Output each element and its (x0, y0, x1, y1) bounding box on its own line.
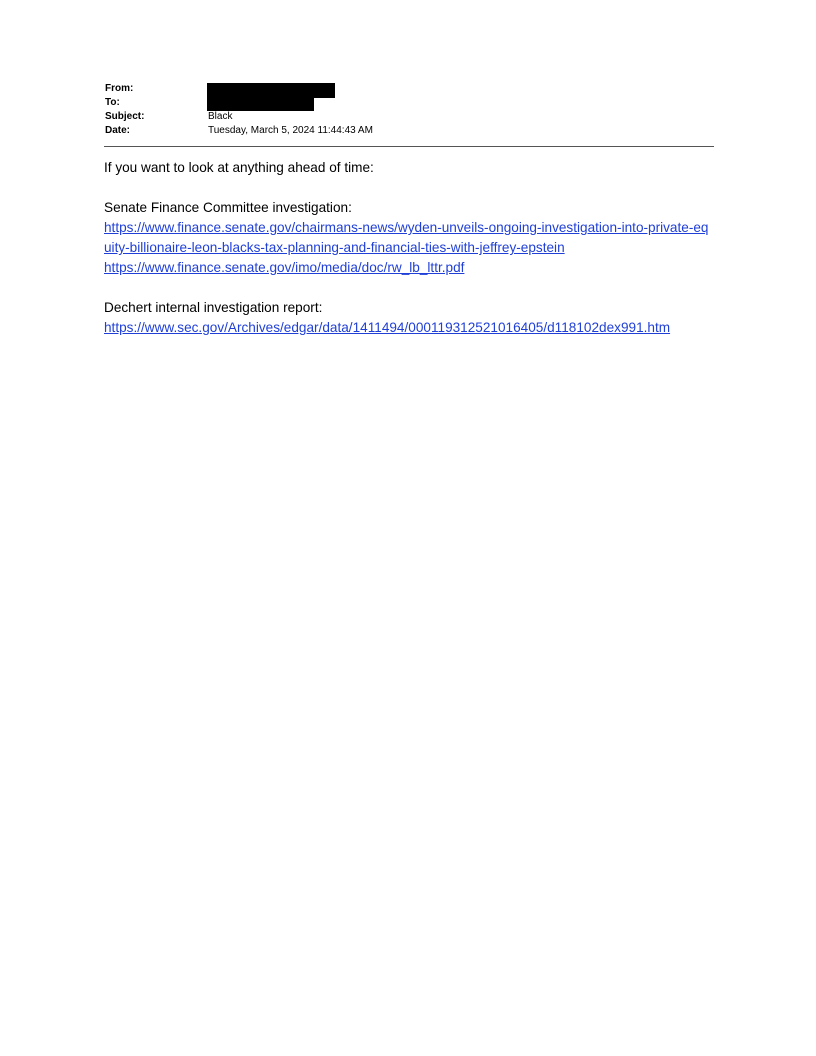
spacer (104, 278, 716, 298)
to-label: To: (105, 97, 120, 108)
senate-section-heading: Senate Finance Committee investigation: (104, 200, 352, 215)
dechert-section-heading: Dechert internal investigation report: (104, 300, 323, 315)
intro-text: If you want to look at anything ahead of time: (104, 160, 374, 175)
from-redaction (207, 83, 335, 98)
date-row (105, 124, 714, 138)
email-header (105, 82, 714, 138)
date-label: Date: (105, 125, 131, 136)
email-body (104, 158, 716, 338)
senate-news-link[interactable]: https://www.finance.senate.gov/chairmans-news/wyden-unveils-ongoing-investigation-into-private-equity-billionaire-leon-blacks-tax-planning-and-financial-ties-with-jeffrey-epstein (104, 220, 709, 255)
subject-row (105, 110, 714, 124)
subject-label: Subject: (105, 111, 145, 122)
sec-report-link[interactable]: https://www.sec.gov/Archives/edgar/data/1411494/000119312521016405/d118102dex991.htm (104, 320, 671, 335)
subject-value: Black (208, 111, 233, 122)
header-divider (104, 146, 714, 147)
to-redaction (207, 97, 314, 111)
to-row (105, 96, 714, 110)
senate-letter-link[interactable]: https://www.finance.senate.gov/imo/media/doc/rw_lb_lttr.pdf (104, 260, 465, 275)
date-value: Tuesday, March 5, 2024 11:44:43 AM (208, 125, 373, 136)
from-label: From: (105, 83, 134, 94)
from-row (105, 82, 714, 96)
spacer (104, 178, 716, 198)
